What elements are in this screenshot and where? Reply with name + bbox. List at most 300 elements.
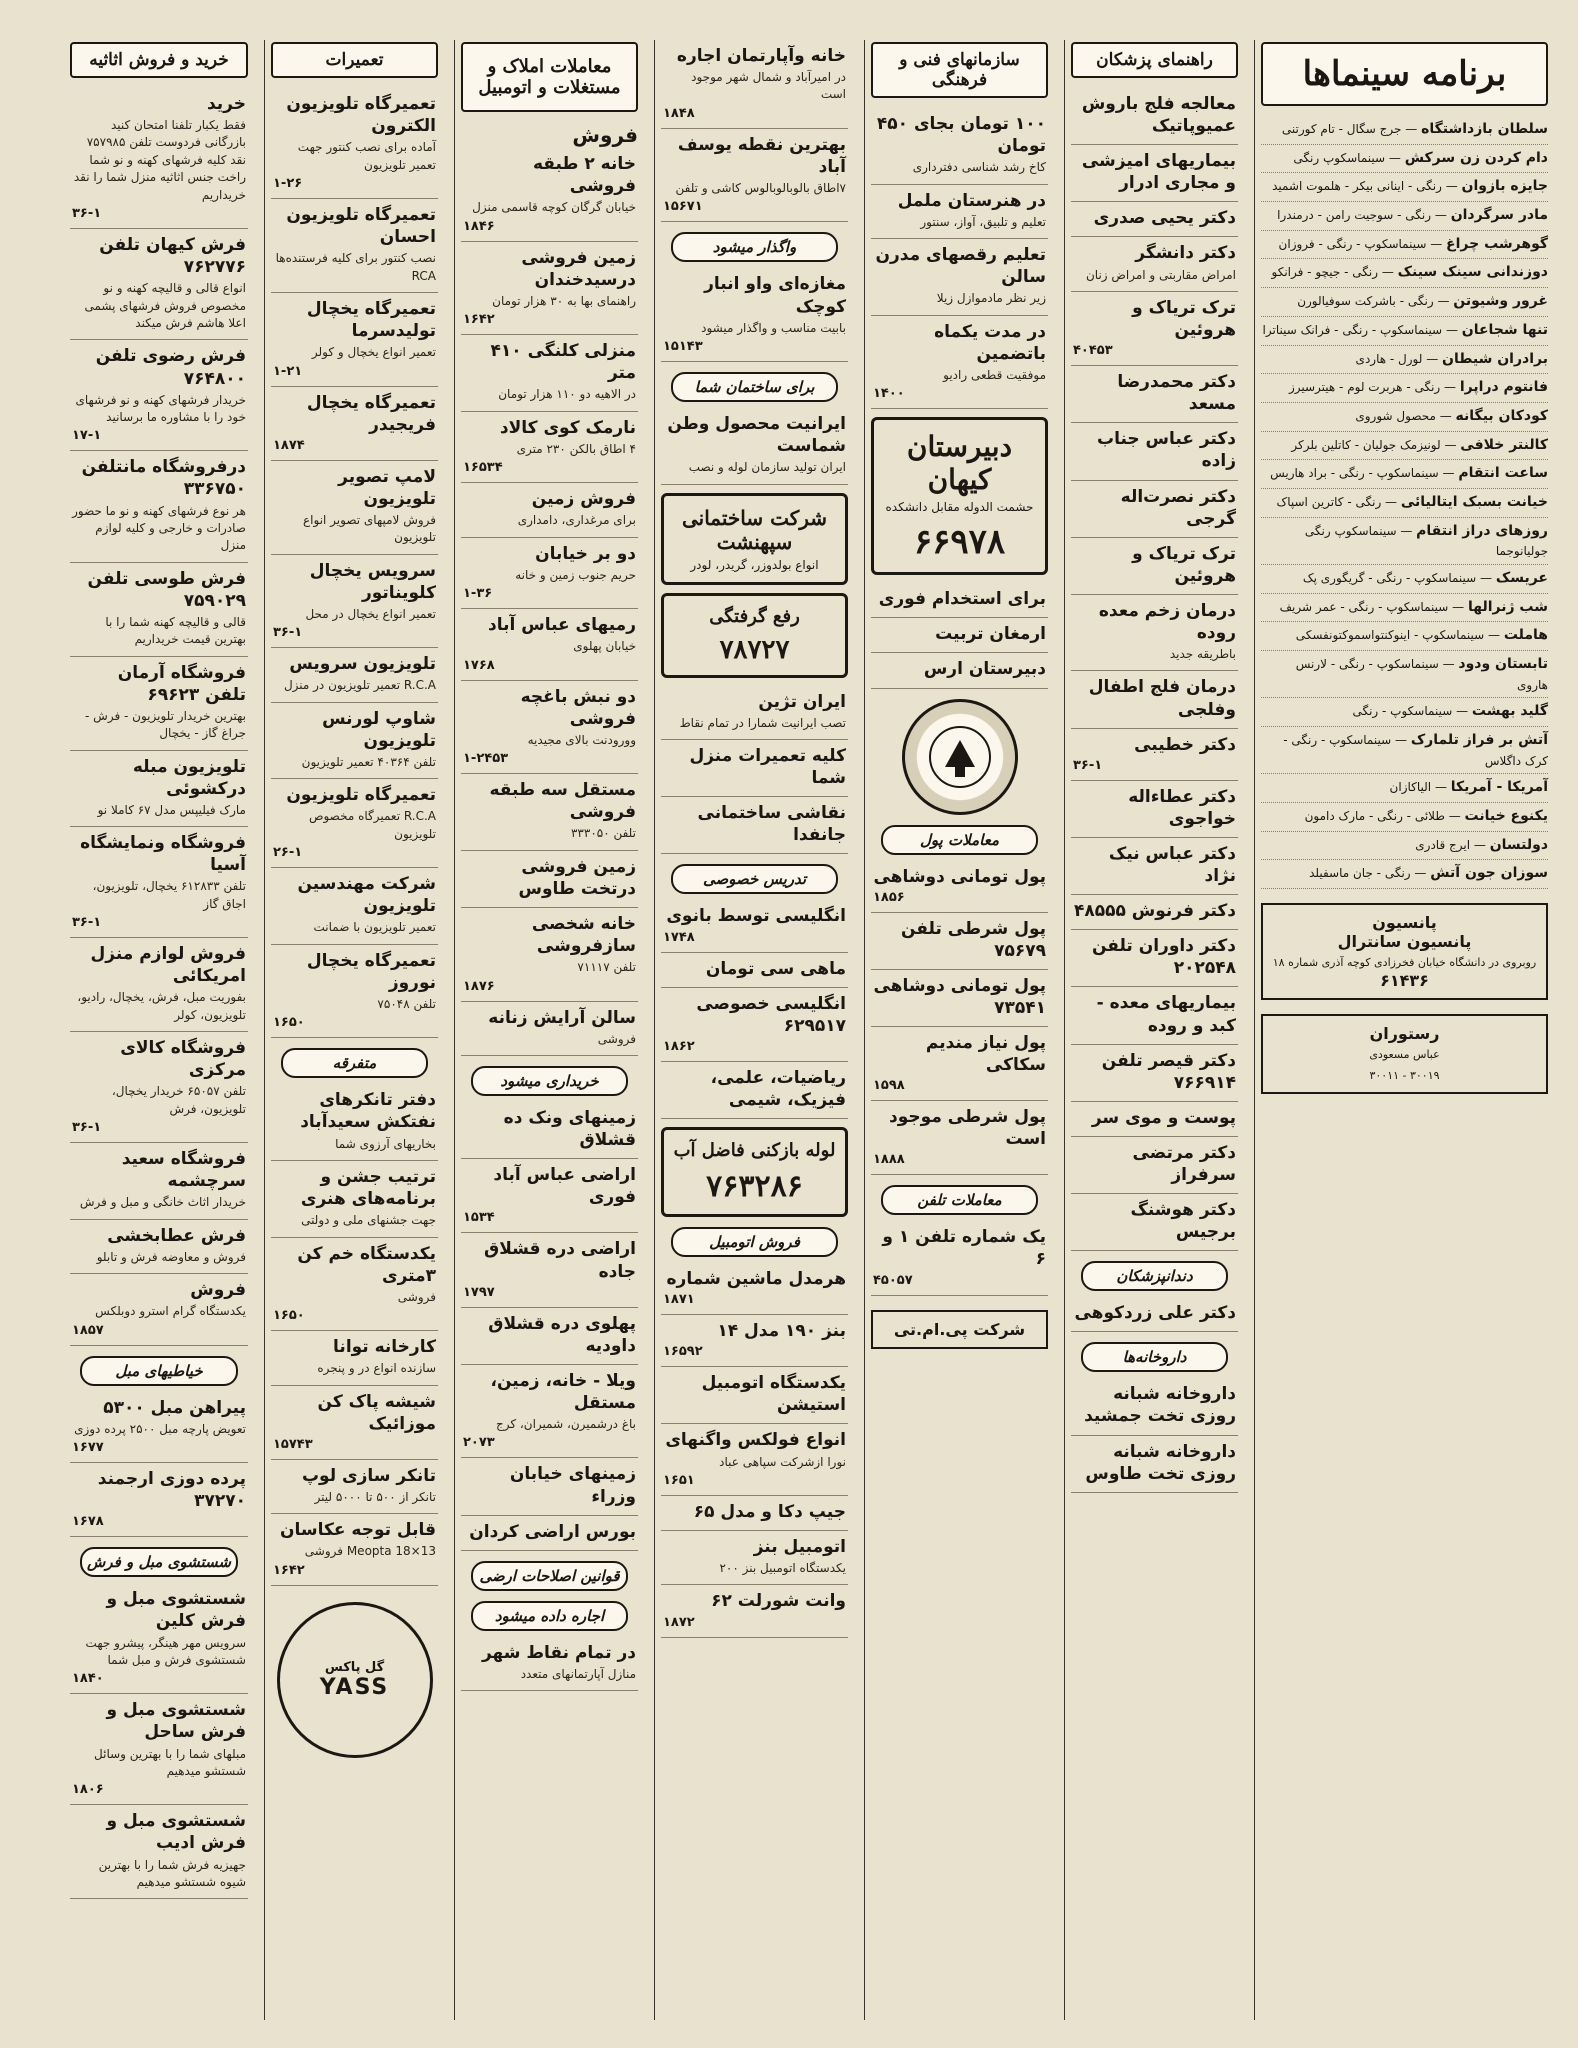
doctors-ad-list (1071, 88, 1238, 1251)
classified-ad (661, 797, 848, 854)
plumbing-phone: ۷۶۳۲۸۶ (706, 1169, 803, 1205)
classified-ad (70, 1032, 248, 1143)
ad-title: دکتر یحیی صدری (1093, 208, 1236, 229)
cinema-film-title: تنها شجاعان (1461, 321, 1548, 338)
ad-body: خیابان پهلوی (573, 639, 636, 654)
buying-ad-list (461, 1102, 638, 1551)
cinema-film-title: گلید بهشت (1471, 703, 1548, 720)
classified-ad (1071, 423, 1238, 480)
ad-phone: ۱۴۰۰ (873, 386, 905, 402)
ad-title: دکتر نصرت‌اله گرجی (1120, 486, 1236, 529)
ad-title: زمین فروشی درسیدخندان (521, 247, 636, 290)
ad-phone: ۴۰۴۵۳ (1073, 343, 1113, 359)
ad-title: ایرانیت محصول وطن شماست (667, 414, 846, 457)
classified-ad (1071, 1194, 1238, 1251)
ad-phone: ۱-۲۴۵۳ (463, 751, 509, 767)
classified-ad (661, 1531, 848, 1585)
ad-phone: ۱۶۴۲ (463, 312, 495, 328)
classified-ad (1071, 1102, 1238, 1137)
ad-title: کلیه تعمیرات منزل شما (689, 746, 846, 789)
classified-ad (661, 953, 848, 988)
classified-ad (271, 1161, 438, 1238)
ad-body: آماده برای نصب کنتور جهت تعمیر تلویزیون (297, 140, 436, 172)
ad-body: راهنمای بها به ۳۰ هزار تومان (492, 293, 636, 308)
yass-seal (277, 1602, 433, 1758)
ad-phone: ۱۶۵۹۲ (663, 1344, 703, 1360)
classified-ad (461, 412, 638, 483)
classified-ad (1071, 202, 1238, 237)
plumbing-title: لوله بازکنی فاضل آب (673, 1140, 836, 1162)
classified-ad (271, 703, 438, 780)
ad-title: دو بر خیابان (535, 543, 636, 564)
buying-section-label: خریداری میشود (471, 1066, 628, 1096)
classified-ad (1071, 237, 1238, 291)
ad-title: فروشگاه ونمایشگاه آسیا (80, 833, 246, 876)
ad-title: تعمیرگاه یخچال فریجیدر (306, 392, 436, 435)
ad-title: در تمام نقاط شهر (481, 1642, 636, 1663)
ad-body: تانکر از ۵۰۰ تا ۵۰۰۰ لیتر (314, 1489, 436, 1504)
cinema-film-details: سینماسکوپ رنگی (1293, 150, 1386, 165)
ad-title: دکتر علی زردکوهی (1074, 1303, 1236, 1324)
ad-phone: ۱۸۴۶ (463, 218, 495, 234)
real-estate-column-header: معاملات املاک و مستغلات و اتومبیل (461, 42, 638, 112)
classified-ad (461, 1365, 638, 1459)
cinema-film-title: ساعت انتقام (1458, 465, 1548, 482)
ad-title: سرویس یخچال کلویناتور (309, 560, 436, 603)
ad-title: ترک تریاک و هروئین (1132, 297, 1236, 341)
cinema-listing: روزهای دراز انتقام — سینماسکوپ رنگی جولیانوجما (1261, 518, 1548, 565)
ad-title: انگلیسی خصوصی ۶۲۹۵۱۷ (696, 993, 846, 1036)
classified-ad (271, 387, 438, 461)
ad-body: مبلهای شما را با بهترین وسائل شستشو میدهیم (94, 1746, 246, 1778)
classified-ad (871, 861, 1048, 913)
ad-title: ترک تریاک و هروئین (1132, 543, 1236, 586)
cinema-film-details: رنگی - جان ماسفیلد (1309, 866, 1411, 881)
cinema-listing: دولتسان — ایرج قادری (1261, 832, 1548, 861)
construction-company-title: شرکت ساختمانی سپهنشت (681, 505, 828, 554)
cinema-listing: یکنوع خیانت — طلائی - رنگی - مارک دامون (1261, 803, 1548, 832)
ad-body: زیر نظر مادموازل زیلا (936, 291, 1046, 306)
ad-title: درفروشگاه مانتلفن ۳۳۶۷۵۰ (81, 457, 246, 500)
ad-body: ۴ اطاق بالکن ۲۳۰ متری (516, 441, 636, 456)
ad-body: تعلیم و تلبیق، آواز، سنتور (920, 214, 1046, 229)
ad-body: کاخ رشد شناسی دفترداری (912, 160, 1046, 175)
cinema-film-title: عریسک (1495, 569, 1548, 586)
cinema-film-details: رنگی - هربرت لوم - هیترسیرز (1288, 380, 1441, 395)
ad-body: سازنده انواع در و پنجره (317, 1361, 436, 1376)
classified-ad (1071, 366, 1238, 423)
classified-ad (70, 751, 248, 828)
phone-deals-ad-list (871, 1221, 1048, 1295)
ad-title: انگلیسی توسط بانوی (666, 906, 846, 927)
ad-title: هرمدل ماشین شماره (666, 1269, 846, 1290)
ad-body: خریدار فرشهای کهنه و نو فرشهای خود را با مشاوره ما برسانید (75, 392, 246, 424)
ad-phone: ۱۸۵۶ (873, 889, 905, 905)
cinema-listing: گوهرشب چراغ — سینماسکوپ - رنگی - فروزان (1261, 231, 1548, 260)
ad-body: فروشی (597, 1031, 636, 1046)
ad-phone: ۱۸۴۰ (72, 1671, 104, 1687)
classified-ad (1071, 595, 1238, 672)
classified-ad (70, 1583, 248, 1694)
ad-body: مارک فیلیپس مدل ۶۷ کاملا نو (97, 802, 246, 817)
ad-body: تصب ایرانیت شمارا در تمام نقاط (679, 715, 846, 730)
cinema-listing: کالنتر خلافی — لونیزمک جولیان - کاتلین بلرکر (1261, 432, 1548, 461)
ad-phone: ۱-۳۶ (463, 586, 493, 602)
ad-phone: ۳۶-۱ (1073, 757, 1103, 773)
ad-body: یکدستگاه گرام استرو دوبلکس (95, 1304, 246, 1319)
classified-ad (461, 1516, 638, 1551)
ad-phone: ۱۵۶۷۱ (663, 199, 703, 215)
education-column-header: سازمانهای فنی و فرهنگی (871, 42, 1048, 98)
misc-ad-list (271, 1084, 438, 1585)
ad-body: جهت جشنهای ملی و دولتی (301, 1213, 436, 1228)
ad-body: بخاریهای آرزوی شما (335, 1136, 436, 1151)
ad-body: قالی و قالیچه کهنه شما را با بهترین قیمت خریداریم (105, 614, 246, 647)
cinema-listing: تنها شجاعان — سینماسکوپ - رنگی - فرانک سیناترا (1261, 317, 1548, 346)
ad-title: دکتر عباس جناب زاده (1096, 429, 1236, 472)
ad-title: انواع فولکس واگنهای (665, 1430, 846, 1451)
ad-phone: ۳۶-۱ (72, 915, 102, 931)
ad-phone: ۱-۲۱ (273, 363, 303, 379)
ad-body: موفقیت قطعی رادیو (943, 367, 1046, 382)
classified-ad (1071, 671, 1238, 728)
ad-title: مستقل سه طبقه فروشی (489, 780, 636, 823)
drain-service-phone: ۷۸۷۲۷ (719, 634, 790, 665)
classified-ad (461, 242, 638, 336)
classified-ad (271, 1460, 438, 1514)
ad-body: بابیت مناسب و واگذار میشود (701, 320, 846, 335)
ad-body: ایران تولید سازمان لوله و نصب (688, 460, 846, 475)
classified-ad (871, 316, 1048, 410)
kayhan-school-phone: ۶۶۹۷۸ (913, 522, 1006, 563)
classified-ad (461, 1637, 638, 1691)
cinema-column (1254, 40, 1554, 2020)
land-reform-section-label: قوانین اصلاحات ارضی (471, 1561, 628, 1591)
ad-title: دکتر خطیبی (1134, 734, 1236, 755)
ad-body: R.C.A تعمیر تلویزیون در منزل (283, 678, 436, 693)
ad-title: در هنرستان ململ (897, 190, 1046, 211)
for-rent-section-label: اجاره داده میشود (471, 1601, 628, 1631)
classified-ad (871, 108, 1048, 185)
kayhan-school-box (871, 417, 1048, 575)
classified-ad (461, 1233, 638, 1307)
classified-ad (1071, 481, 1238, 538)
ad-title: اتومبیل بنز (753, 1536, 846, 1557)
ad-title: یک شماره تلفن ۱ و ۶ (882, 1227, 1046, 1270)
classified-ad (461, 1002, 638, 1056)
emblem-icon (902, 699, 1018, 815)
ad-title: لامپ تصویر تلویزیون (338, 466, 436, 509)
cinema-film-title: غرور وشیوتن (1453, 293, 1548, 310)
ad-title: برای استخدام فوری (878, 589, 1046, 610)
ad-body: تلفن ۳۳۳۰۵۰ (570, 826, 636, 841)
leasing-section-label: واگذار میشود (671, 232, 838, 262)
ad-phone: ۱۸۶۲ (663, 1038, 695, 1054)
tutoring-section-label: تدریس خصوصی (671, 864, 838, 894)
for-rent-ad-list (461, 1637, 638, 1691)
cinema-film-title: دوزندانی سینک سینک (1397, 264, 1548, 281)
ad-phone: ۱۸۸۸ (873, 1152, 905, 1168)
ad-title: نقاشی ساختمانی جانفدا (697, 803, 846, 846)
classified-ad (871, 583, 1048, 618)
classified-ad (271, 88, 438, 199)
cinema-film-title: هاملت (1503, 627, 1548, 644)
ad-title: تعمیرگاه تلویزیون (286, 785, 436, 806)
phone-deals-section-label: معاملات تلفن (881, 1185, 1038, 1215)
ad-title: منزلی کلنگی ۴۱۰ متر (490, 341, 636, 384)
cinema-film-title: خیانت بسبک ایتالیائی (1400, 493, 1548, 510)
education-ad-list-2 (871, 583, 1048, 688)
ad-title: کارخانه توانا (333, 1337, 436, 1358)
classified-ad (271, 1386, 438, 1460)
ad-title: فروش (190, 1280, 246, 1301)
classified-ad (661, 129, 848, 223)
ad-body: فروش لامپهای تصویر انواع تلویزیون (303, 512, 436, 545)
ad-phone: ۱۶۷۸ (72, 1514, 104, 1530)
ad-title: تعمیرگاه یخچال تولیدسرما (306, 298, 436, 342)
cinema-film-details: سینماسکوپ - رنگی - فرانک سیناترا (1262, 322, 1443, 337)
ad-title: ایران تژین (758, 691, 846, 712)
ad-body: باغ درشمیرن، شمیران، کرج (496, 1417, 636, 1432)
doctors-column-header: راهنمای پزشکان (1071, 42, 1238, 78)
logo-ad (1261, 1014, 1548, 1094)
ad-phone: ۱۸۵۷ (72, 1322, 104, 1338)
cinema-film-details: سینماسکوپ - اینوکنتواسموکتونفسکی (1295, 628, 1485, 643)
cinema-film-details: رنگی - باشرکت سوفیالورن (1297, 294, 1434, 309)
real-estate-sub-header: فروش (572, 123, 638, 147)
doctors-column (1064, 40, 1244, 2020)
ad-title: پوست و موی سر (1091, 1107, 1236, 1128)
classified-ad (271, 461, 438, 555)
classified-ad (871, 1101, 1048, 1175)
ad-body: تلفن ۶۱۲۸۳۳ یخچال، تلویزیون، اجاق گاز (92, 879, 246, 911)
ad-body: تعمیر انواع یخچال در محل (305, 606, 436, 621)
crest-icon (925, 722, 995, 792)
ad-body: تلفن ۴۰۳۶۴ تعمیر تلویزیون (301, 754, 436, 769)
ad-title: پول شرطی موجود است (889, 1107, 1046, 1150)
cinema-film-details: ایرج قادری (1415, 837, 1471, 852)
cinema-film-title: جایزه بازوان (1461, 178, 1548, 195)
ad-body: هر نوع فرشهای کهنه و نو ما حضور صادرات و خارجی و کلیه لوازم منزل (72, 503, 246, 553)
classified-ad (871, 1027, 1048, 1101)
ad-phone: ۳۶-۱ (72, 206, 102, 222)
classified-ad (70, 229, 248, 340)
classified-ad (461, 1159, 638, 1233)
classified-ad (70, 88, 248, 229)
ad-phone: ۱۷۹۷ (463, 1284, 495, 1300)
ad-body: امراض مقاربتی و امراض زنان (1085, 267, 1236, 282)
cinema-listing: دام کردن زن سرکش — سینماسکوپ رنگی (1261, 145, 1548, 174)
kayhan-school-address: حشمت الدوله مقابل دانشکده (885, 500, 1034, 515)
ad-title: ریاضیات، علمی، فیزیک، شیمی (710, 1067, 846, 1110)
logo-ad-title: رستوران (1369, 1024, 1440, 1044)
classified-ad (661, 900, 848, 952)
ad-title: اراضی عباس آباد فوری (493, 1165, 636, 1208)
cinema-listing: جایزه بازوان — رنگی - اینانی بیکر - هلموت اشمید (1261, 173, 1548, 202)
cinema-film-title: برادران شیطان (1442, 350, 1548, 367)
ad-phone: ۱۸۴۸ (663, 105, 695, 121)
ad-body: ۷اطاق بالوبالوبالوس کاشی و تلفن (675, 181, 846, 196)
ad-title: دکتر فرنوش ۴۸۵۵۵ (1073, 901, 1236, 922)
misc-section-label: متفرقه (281, 1048, 428, 1078)
ad-phone: ۱۷۶۸ (463, 657, 495, 673)
ad-title: در مدت یکماه باتضمین (934, 321, 1046, 364)
classified-ad (1071, 895, 1238, 930)
ad-title: پول شرطی تلفن ۷۵۶۷۹ (901, 918, 1046, 961)
classified-ad (271, 868, 438, 945)
cinema-listing: مادر سرگردان — رنگی - سوجیت رامن - درمندرا (1261, 202, 1548, 231)
rentals-ad-list (661, 40, 848, 222)
drain-service-box (661, 593, 848, 678)
ad-phone: ۱۶۵۳۴ (463, 460, 503, 476)
ad-body: Meopta 18×13 فروشی (304, 1544, 436, 1559)
logo-ad-phone: ۳۰۰۱۹ - ۳۰۰۱۱ (1369, 1068, 1440, 1082)
cinema-listing: ساعت انتقام — سینماسکوپ - رنگی - براد هاریس (1261, 460, 1548, 489)
classified-ad (1071, 292, 1238, 366)
classified-ad (871, 913, 1048, 970)
cinema-listing: برادران شیطان — لورل - هاردی (1261, 346, 1548, 375)
ad-title: فروشگاه کالای مرکزی (120, 1038, 246, 1081)
pharmacies-ad-list (1071, 1378, 1238, 1492)
cinema-film-details: رنگی - کاترین اسپاک (1276, 494, 1382, 509)
ad-phone: ۱۶۴۲ (273, 1562, 305, 1578)
ad-title: ترتیب جشن و برنامه‌های هنری (300, 1166, 436, 1210)
ad-body: تعمیر انواع یخچال و کولر (311, 345, 436, 360)
classified-ad (70, 1805, 248, 1899)
ad-title: بیماریهای معده - کبد و روده (1096, 993, 1236, 1036)
construction-section-label: برای ساختمان شما (671, 372, 838, 402)
cinema-film-details: سینماسکوپ - رنگی - لارنس هاروی (1295, 656, 1548, 692)
ad-title: فرش کیهان تلفن ۷۶۲۷۷۶ (99, 235, 246, 278)
ad-title: پول نیاز مندیم سکاکی (925, 1032, 1046, 1076)
classified-ad (70, 1392, 248, 1463)
cinema-film-details: طلائی - رنگی - مارک دامون (1304, 808, 1445, 823)
ad-body: تلفن ۶۵۰۵۷ خریدار یخچال، تلویزیون، فرش (111, 1084, 246, 1116)
pension-ad-title: پانسیون سانترال (1337, 931, 1472, 951)
ad-phone: ۱۸۷۶ (463, 978, 495, 994)
ad-title: دکتر قیصر تلفن ۷۶۶۹۱۴ (1101, 1050, 1236, 1093)
ad-phone: ۱۶۷۷ (72, 1440, 104, 1456)
ad-title: بهترین نقطه یوسف آباد (677, 134, 846, 177)
cinema-film-details: رنگی - اینانی بیکر - هلموت اشمید (1272, 179, 1442, 194)
education-ad-list (871, 108, 1048, 409)
ad-title: دبیرستان ارس (923, 659, 1046, 680)
cinema-listing: سلطان بازداشتگاه — جرج سگال - تام کورتنی (1261, 116, 1548, 145)
ad-body: وورودنت بالای مجیدیه (527, 732, 636, 747)
ad-title: شیشه پاک کن موزائیک (317, 1391, 436, 1434)
ad-title: شستشوی مبل و فرش ادیب (106, 1811, 246, 1854)
classified-ad (271, 1238, 438, 1332)
classified-ad (70, 451, 248, 562)
ad-title: درمان زخم معده روده (1098, 600, 1236, 643)
classified-ad (461, 851, 638, 908)
car-sales-ad-list (661, 1263, 848, 1638)
classified-ad (271, 945, 438, 1039)
classified-ad (461, 335, 638, 412)
ad-title: فرش رضوی تلفن ۷۶۴۸۰۰ (95, 346, 246, 389)
classified-ad (1071, 538, 1238, 595)
cinema-film-title: تابستان ودود (1458, 655, 1548, 672)
ad-title: داروخانه شبانه روزی تخت جمشید (1084, 1384, 1236, 1427)
upholstery-ad-list (70, 1392, 248, 1538)
classified-ad (70, 340, 248, 451)
ad-title: وانت شورلت ۶۲ (711, 1591, 846, 1612)
construction-company-body: انواع بولدوزر، گریدر، لودر (690, 557, 819, 572)
cinema-film-title: سوزان جون آتش (1430, 865, 1548, 882)
furniture-column (64, 40, 254, 2020)
ad-body: بفوریت مبل، فرش، یخچال، رادیو، تلویزیون، کولر (77, 990, 246, 1022)
education-column (864, 40, 1054, 2020)
cinema-listing: آمریکا - آمریکا — الیاکازان (1261, 774, 1548, 803)
classified-ad (461, 1102, 638, 1159)
classified-ad (661, 1585, 848, 1637)
ad-title: اراضی دره قشلاق جاده (484, 1239, 636, 1282)
ad-title: شستشوی مبل و فرش ساحل (106, 1700, 246, 1743)
classified-ad (661, 40, 848, 129)
ad-phone: ۳۶-۱ (273, 625, 303, 641)
ad-title: دکتر عطاءاله خواجوی (1128, 786, 1236, 829)
ad-title: فروشگاه آرمان تلفن ۶۹۶۲۳ (117, 662, 246, 705)
cinema-film-details: سینماسکوپ - رنگی (1352, 704, 1453, 719)
ad-title: دکتر عباس نیک نژاد (1108, 843, 1236, 887)
ad-title: یکدستگاه اتومبیل استیشن (701, 1373, 846, 1416)
ad-title: خرید (206, 94, 246, 114)
cinema-column-header: برنامه سینماها (1261, 42, 1548, 106)
cinema-film-details: سینماسکوپ - رنگی - فروزان (1278, 236, 1427, 251)
cinema-list (1261, 116, 1548, 889)
ad-title: فروش لوازم منزل امریکائی (90, 944, 246, 987)
classified-ad (661, 1315, 848, 1367)
classified-ad (461, 1458, 638, 1515)
construction-company-box (661, 493, 848, 585)
ad-title: فرش طوسی تلفن ۷۵۹۰۲۹ (87, 568, 246, 611)
pension-ad-phone: ۶۱۴۳۶ (1380, 971, 1429, 991)
cinema-film-details: سینماسکوپ - رنگی - عمر شریف (1279, 599, 1449, 614)
cinema-listing: عریسک — سینماسکوپ - رنگی - گریگوری پک (1261, 565, 1548, 594)
ad-body: انواع قالی و قالیچه کهنه و نو مخصوص فروش فرشهای پشمی اعلا هاشم فرش میکند (84, 281, 246, 331)
furniture-column-header: خرید و فروش اثاثیه (70, 42, 248, 78)
ad-title: شرکت مهندسین تلویزیون (297, 874, 436, 917)
ad-title: داروخانه شبانه روزی تخت طاوس (1085, 1441, 1236, 1484)
ad-body: تلفن ۷۵۰۴۸ (377, 996, 436, 1011)
kayhan-school-title: دبیرستان کیهان (906, 430, 1013, 497)
ad-title: خانه وآپارتمان اجاره (676, 46, 846, 66)
classified-ad (271, 555, 438, 649)
cleaning-section-label: شستشوی مبل و فرش (80, 1547, 238, 1577)
cinema-film-title: یکنوع خیانت (1464, 807, 1548, 824)
classified-ad (661, 740, 848, 797)
classified-ad (1071, 1378, 1238, 1435)
classified-ad (661, 686, 848, 740)
pension-ad-header: پانسیون (1372, 912, 1437, 932)
ad-phone: ۱۵۷۴۳ (273, 1436, 313, 1452)
classified-ad (661, 1367, 848, 1424)
ad-title: زمینهای خیابان وزراء (509, 1464, 636, 1507)
classified-ad (70, 938, 248, 1032)
cinema-listing: سوزان جون آتش — رنگی - جان ماسفیلد (1261, 860, 1548, 889)
classified-ad (70, 1463, 248, 1537)
ad-phone: ۱۶۵۰ (273, 1015, 305, 1031)
ad-phone: ۱۵۱۴۳ (663, 339, 703, 355)
ad-title: دکتر داوران تلفن ۲۰۲۵۴۸ (1091, 936, 1236, 979)
classified-ad (461, 681, 638, 775)
ad-phone: ۱۶۵۱ (663, 1472, 695, 1488)
ad-title: تعمیرگاه تلویزیون احسان (286, 204, 436, 248)
classified-ad (70, 563, 248, 657)
ad-title: فروشگاه سعید سرچشمه (121, 1149, 246, 1192)
classified-ad (70, 1274, 248, 1345)
ad-body: تلفن ۷۱۱۱۷ (577, 960, 636, 975)
